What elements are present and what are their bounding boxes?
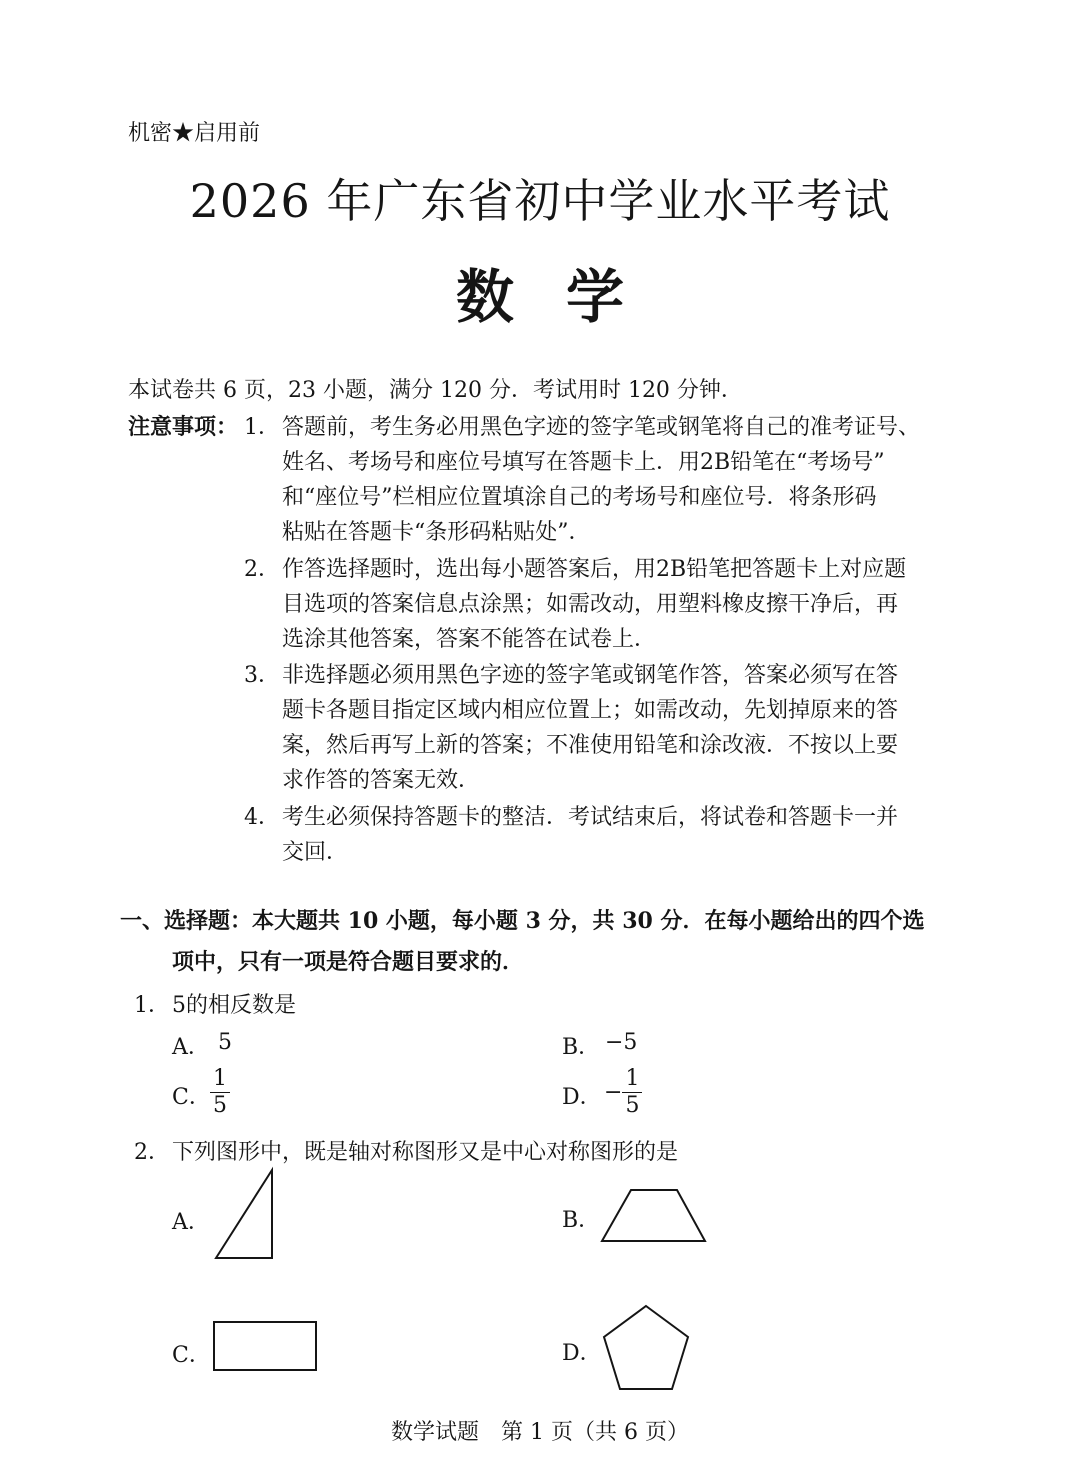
right-triangle-figure (210, 1164, 280, 1264)
notice-line: 目选项的答案信息点涂黑；如需改动，用塑料橡皮擦干净后，再 (282, 592, 899, 617)
notice-line: 题卡各题目指定区域内相应位置上；如需改动，先划掉原来的答 (282, 698, 899, 723)
notice-line: 粘贴在答题卡“条形码粘贴处”． (282, 520, 591, 545)
notice-line: 作答选择题时，选出每小题答案后，用2B铅笔把答题卡上对应题 (282, 557, 907, 582)
question-number: 1． (134, 993, 170, 1018)
question-number: 2． (134, 1140, 170, 1165)
option-c-label: C． (172, 1085, 211, 1110)
notice-line: 求作答的答案无效． (282, 768, 481, 793)
fraction-numerator: 1 (622, 1066, 642, 1093)
option-a-label: A． (172, 1210, 210, 1235)
rectangle-figure (210, 1318, 322, 1376)
page-footer: 数学试题 第 1 页（共 6 页） (391, 1420, 689, 1445)
section-heading: 一、选择题：本大题共 10 小题，每小题 3 分，共 30 分．在每小题给出的四个选 (120, 908, 925, 934)
option-a-value: 5 (218, 1030, 232, 1055)
minus-sign: − (604, 1080, 623, 1105)
notice-line: 考生必须保持答题卡的整洁．考试结束后，将试卷和答题卡一并 (282, 805, 899, 830)
notice-item-number: 2． (244, 557, 280, 582)
notice-line: 案，然后再写上新的答案；不准使用铅笔和涂改液．不按以上要 (282, 733, 899, 758)
question-text: 5的相反数是 (172, 993, 296, 1018)
option-b-label: B． (562, 1035, 601, 1060)
notice-item-number: 1． (244, 415, 280, 440)
trapezoid-figure (598, 1184, 710, 1248)
option-a-label: A． (172, 1035, 210, 1060)
section-heading-continued: 项中，只有一项是符合题目要求的． (172, 949, 525, 975)
pentagon-figure (598, 1300, 694, 1396)
option-d-label: D． (562, 1341, 602, 1366)
fraction-denominator: 5 (213, 1093, 227, 1118)
notice-line: 非选择题必须用黑色字迹的签字笔或钢笔作答，答案必须写在答 (282, 663, 899, 688)
option-c-fraction (210, 1066, 230, 1119)
notice-item-number: 4． (244, 805, 280, 830)
option-b-label: B． (562, 1208, 601, 1233)
notice-item-number: 3． (244, 663, 280, 688)
exam-title: 2026 年广东省初中学业水平考试 (189, 174, 891, 228)
option-d-label: D． (562, 1085, 602, 1110)
fraction-numerator: 1 (210, 1066, 230, 1093)
option-b-value: −5 (605, 1030, 638, 1055)
option-d-fraction (604, 1066, 642, 1119)
fraction-denominator: 5 (625, 1093, 640, 1118)
secret-mark: 机密★启用前 (128, 121, 261, 146)
notice-line: 选涂其他答案，答案不能答在试卷上． (282, 627, 657, 652)
notice-line: 交回． (282, 840, 349, 865)
question-text: 下列图形中，既是轴对称图形又是中心对称图形的是 (172, 1140, 679, 1165)
option-c-label: C． (172, 1343, 211, 1368)
exam-intro: 本试卷共 6 页，23 小题，满分 120 分．考试用时 120 分钟． (128, 378, 743, 403)
notice-line: 答题前，考生务必用黑色字迹的签字笔或钢笔将自己的准考证号、 (282, 415, 921, 440)
subject-title: 数学 (455, 263, 676, 331)
notice-label: 注意事项： (128, 414, 239, 440)
notice-line: 和“座位号”栏相应位置填涂自己的考场号和座位号．将条形码 (282, 485, 877, 510)
notice-line: 姓名、考场号和座位号填写在答题卡上．用2B铅笔在“考场号” (282, 450, 885, 475)
